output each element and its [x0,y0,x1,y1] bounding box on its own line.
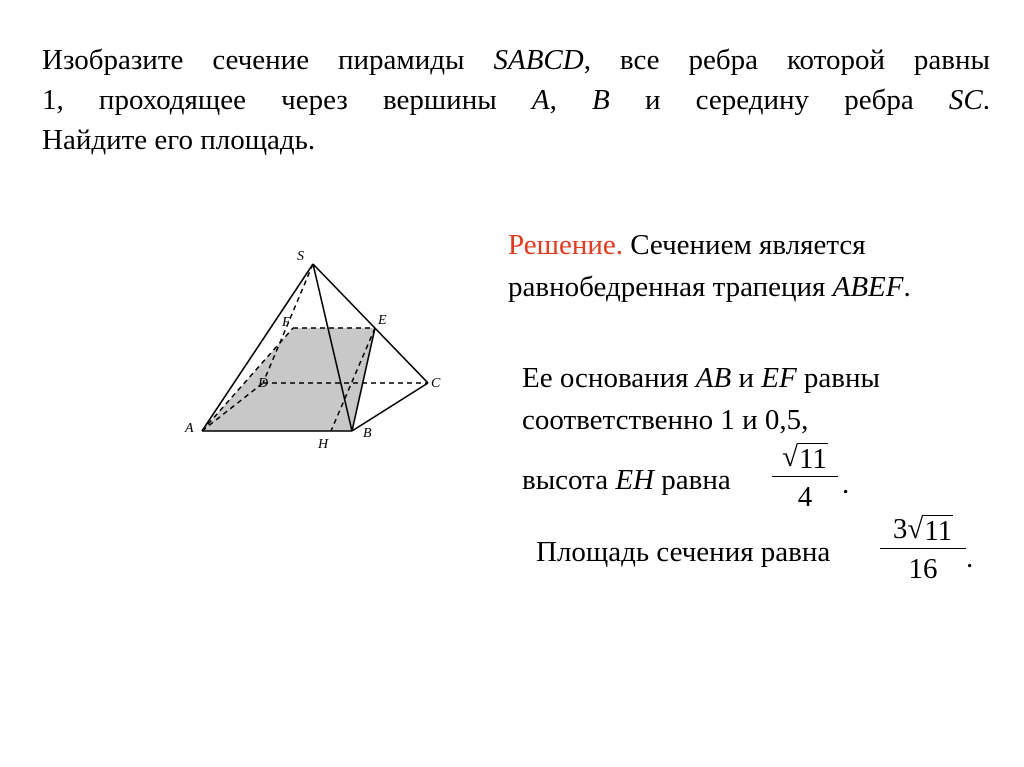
height-text: равна [654,464,731,496]
label-f: F [282,315,291,330]
problem-text: Изобразите сечение пирамиды [42,44,494,76]
solution-text: . [903,271,911,303]
height-period: . [842,468,850,500]
label-s: S [297,249,304,264]
area-text: Площадь сечения равна [536,536,831,568]
var-ef: EF [761,362,797,394]
height-denominator: 4 [797,481,813,513]
solution-text: Сечением является [622,229,866,261]
var-sabcd: SABCD [493,44,584,76]
var-sc: SC [948,84,983,116]
var-ab: AB [695,362,732,394]
label-h: H [318,437,329,452]
radicand: 11 [924,515,953,547]
var-b: B [592,84,610,116]
solution-heading: Решение. [508,229,623,261]
radicand: 11 [798,443,827,475]
solution-block [508,224,911,308]
bases-text: равны [796,362,880,394]
fraction-bar [880,548,966,549]
area-line [536,536,830,569]
problem-text: , все ребра которой равны [583,44,991,76]
problem-line-3: Найдите его площадь. [42,124,316,156]
solution-line-2 [508,266,911,308]
problem-line-1 [42,40,990,80]
area-fraction [880,513,966,585]
coefficient: 3 [892,513,908,545]
fraction-bar [772,476,838,477]
bases-text: Ее основания [522,362,696,394]
label-c: C [431,376,441,391]
height-fraction [772,441,838,513]
area-denominator: 16 [908,553,938,585]
height-line [522,464,731,497]
area-period: . [966,542,974,574]
edge-bc [352,383,428,431]
label-e: E [378,313,387,328]
solution-text: равнобедренная трапеция [508,271,833,303]
problem-text: , [549,84,593,116]
var-eh: EH [615,464,654,496]
var-a: A [531,84,550,116]
problem-text: 1, проходящее через вершины [42,84,532,116]
sqrt [907,513,953,546]
label-d: D [258,376,269,391]
radical-sign: √ [782,441,798,473]
problem-text: . [982,84,990,116]
problem-line-2 [42,80,990,120]
bases-line-1 [522,357,880,399]
area-numerator [880,513,966,546]
height-numerator [772,441,838,474]
problem-statement [42,40,990,160]
bases-block [522,357,880,441]
height-text: высота [522,464,616,496]
label-a: A [185,421,194,436]
label-b: B [363,426,372,441]
bases-text: и [731,362,762,394]
radical-sign: √ [907,513,924,545]
pyramid-diagram [180,240,450,470]
problem-text: и середину ребра [609,84,949,116]
bases-line-2: соответственно 1 и 0,5, [522,404,809,436]
var-abef: ABEF [832,271,904,303]
sqrt [782,441,828,474]
pyramid-figure [180,240,450,470]
solution-line-1 [508,224,911,266]
